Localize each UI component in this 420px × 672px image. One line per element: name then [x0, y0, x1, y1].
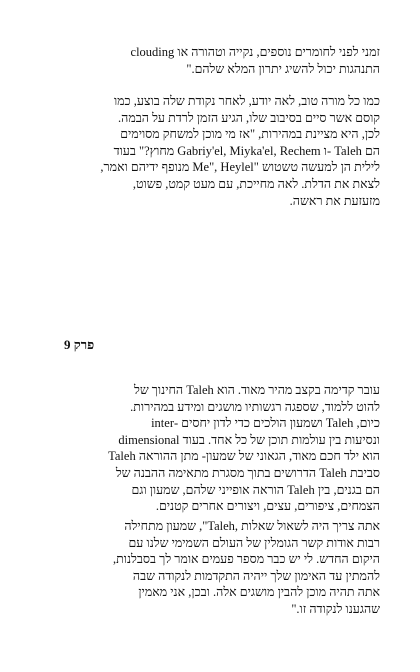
text-line: לילית הן למעשה טשטוש "Me", Heylel מנופף ידיהם ואמר, — [100, 160, 380, 175]
text-line: עובר קדימה בקצב מהיר מאוד. הוא Taleh החינוך של — [133, 383, 380, 397]
text-line: היקום החדש. לי יש כבר מספר פעמים אומר לך בסבלנות, — [113, 552, 380, 567]
text-line: לכן, היא מציינת במהירות, "אז מי מוכן למשחק מסוימים — [120, 127, 380, 142]
chapter-heading: פרק 9 — [64, 337, 95, 352]
text-line: להמתין עד האימון שלך ייהיה התקדמות לנקודה שבה — [132, 568, 380, 583]
text-line: dimensional ונסיעות בין עולמות תוכן של כל אחד. בעוד — [118, 432, 380, 447]
text-line: לצאת את הדלת. לאה מחייכת, עם מעט קמט, פשוט, — [132, 176, 380, 191]
text-line: קוסם אשר סיים בסיבוב שלו, הגיע הזמן לרדת על הבמה. — [118, 110, 380, 125]
paragraph-continuation — [64, 44, 380, 77]
text-line: אתה צריך היה לשאול שאלות ,Taleh", שמעון מתחילה — [124, 519, 380, 533]
text-line: סביבת Taleh הדרושים בתוך מסגרת מתאימה ההבנה של — [115, 465, 380, 480]
text-line: להוט ללמוד, שספגה רגשותיו מושגים ומידע במהירות. — [130, 399, 380, 414]
text-line: הם בגנים, בין Taleh הוראה אופייני שלהם, שמעון וגם — [131, 482, 380, 497]
text-line: כיום, Taleh ושמעון הולכים כדי לדון יחסים -inter — [151, 416, 380, 431]
text-line: התנהגות יכול להשיג יתרון המלא שלהם." — [186, 61, 380, 76]
text-line: כמו כל מורה טוב, לאה יודע, לאחר נקודת שלה בוצע, כמו — [113, 94, 380, 108]
text-line: מזעזעת את ראשה. — [289, 193, 380, 208]
text-line: רבות אודות קשר הגומלין של העולם השמימי שלנו עם — [128, 535, 380, 550]
paragraph — [64, 93, 380, 209]
text-line: שהגענו לנקודה זו." — [291, 601, 380, 616]
text-line: אתה תהיה מוכן להבין מושגים אלה. ובכן, אני מאמין — [138, 585, 380, 600]
text-line: הוא ילד חכם מאוד, הגאוני של שמעון- מתן ההוראה Taleh — [108, 449, 380, 464]
text-line: הם Taleh -ו Gabriy'el, Miyka'el, Rechem מחוץ?" בעוד — [113, 143, 380, 158]
text-line: זמני לפני לחומרים נוספים, נקייה וטהורה או clouding — [130, 45, 380, 59]
text-line: הצמחים, ציפורים, עצים, ויצורים אחרים קטנים. — [155, 499, 380, 514]
paragraph — [64, 518, 380, 618]
paragraph — [64, 382, 380, 515]
